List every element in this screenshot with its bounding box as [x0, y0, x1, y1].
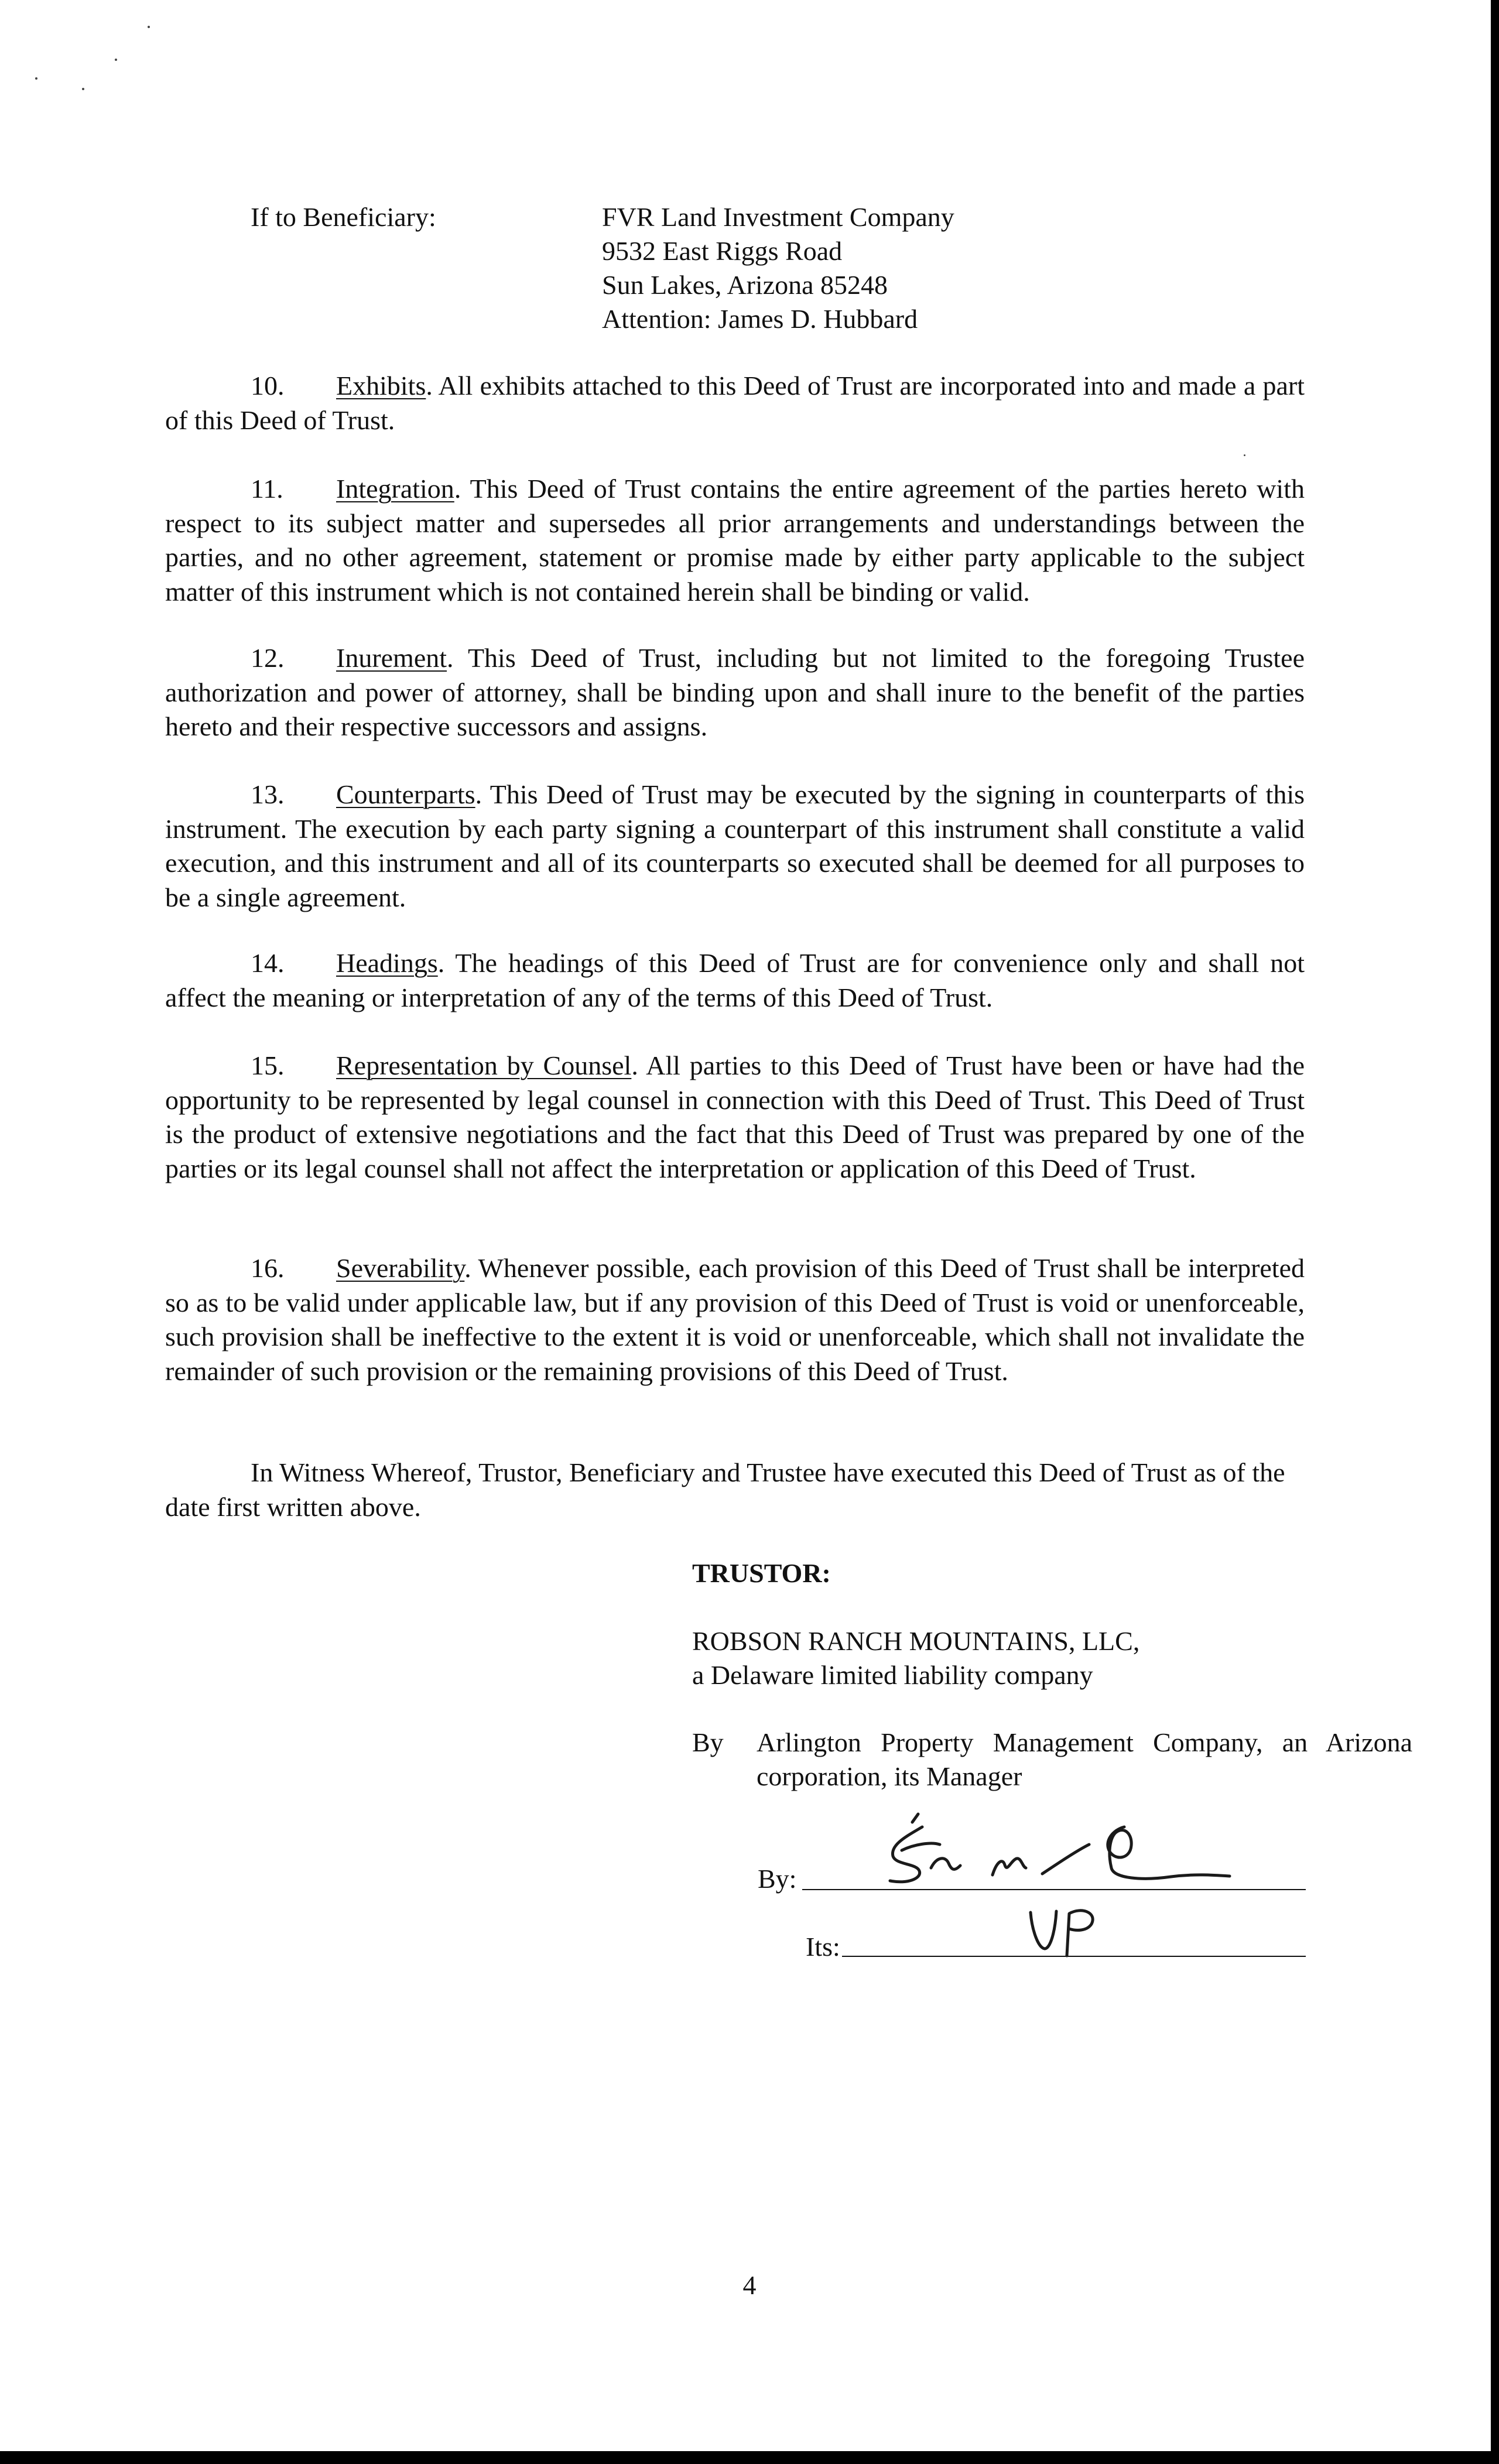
trustor-entity-name: ROBSON RANCH MOUNTAINS, LLC, [692, 1626, 1140, 1656]
address-line: Attention: James D. Hubbard [602, 304, 918, 334]
section-text: . This Deed of Trust contains the entire agreement of the parties hereto with respect to its subject matter and supersedes all prior arrangements and understandings between the parties, and no other agreement, statement or promise made by either party applicable to the subject matter of this instrument which is not contained herein shall be binding or valid. [165, 474, 1305, 607]
section-16 [165, 1251, 1305, 1388]
section-heading: Representation by Counsel [336, 1050, 632, 1080]
address-line: Sun Lakes, Arizona 85248 [602, 270, 888, 300]
scan-edge-right [1491, 0, 1499, 2464]
section-10 [165, 369, 1305, 437]
manager-text: Arlington Property Management Company, an Arizona corporation, its Manager [757, 1727, 1412, 1791]
section-heading: Inurement [336, 643, 447, 673]
section-number: 15. [251, 1050, 285, 1080]
section-number: 10. [251, 371, 285, 401]
section-number: 11. [251, 474, 283, 504]
scan-speck [148, 26, 150, 28]
section-text: . All exhibits attached to this Deed of Trust are incorporated into and made a part of this Deed of Trust. [165, 371, 1305, 435]
section-heading: Counterparts [336, 779, 475, 809]
section-13 [165, 778, 1305, 915]
scan-edge-bottom [0, 2451, 1499, 2464]
section-number: 14. [251, 948, 285, 978]
section-12 [165, 641, 1305, 744]
address-line: 9532 East Riggs Road [602, 236, 843, 266]
page-number: 4 [742, 2270, 757, 2300]
section-text: . All parties to this Deed of Trust have been or have had the opportunity to be represented by legal counsel in connection with this Deed of Trust. This Deed of Trust is the product of extensive negotiations and the fact that this Deed of Trust was prepared by one of the parties or its legal counsel shall not affect the interpretation or application of this Deed of Trust. [165, 1050, 1305, 1183]
witness-clause [165, 1456, 1305, 1524]
its-title-label: Its: [806, 1932, 840, 1962]
scan-speck [115, 59, 117, 61]
by-signature-label: By: [758, 1864, 797, 1894]
section-11 [165, 472, 1305, 609]
section-number: 12. [251, 643, 285, 673]
beneficiary-address [602, 200, 954, 336]
beneficiary-label: If to Beneficiary: [251, 202, 436, 232]
by-label: By [692, 1727, 724, 1757]
trustor-entity-description: a Delaware limited liability company [692, 1660, 1093, 1690]
section-number: 16. [251, 1253, 285, 1283]
scan-speck [82, 88, 84, 90]
section-text: . The headings of this Deed of Trust are for convenience only and shall not affect the meaning or interpretation of any of the terms of this Deed of Trust. [165, 948, 1305, 1012]
section-heading: Severability [336, 1253, 465, 1283]
section-14 [165, 946, 1305, 1015]
address-line: FVR Land Investment Company [602, 202, 954, 232]
section-text: . This Deed of Trust may be executed by the signing in counterparts of this instrument. The execution by each party signing a counterpart of this instrument shall constitute a valid execution, and this instrument and all of its counterparts so executed shall be deemed for all purposes to be a single agreement. [165, 779, 1305, 912]
trustor-title: TRUSTOR: [692, 1558, 831, 1588]
witness-text: In Witness Whereof, Trustor, Beneficiary and Trustee have executed this Deed of Trust as of the date first written above. [165, 1457, 1285, 1522]
section-heading: Headings [336, 948, 438, 978]
section-heading: Exhibits [336, 371, 426, 401]
section-number: 13. [251, 779, 285, 809]
section-heading: Integration [336, 474, 454, 504]
handwritten-signature [867, 1809, 1241, 1891]
scan-speck [35, 77, 37, 80]
section-15 [165, 1049, 1305, 1186]
handwritten-its-title [1026, 1902, 1102, 1960]
section-text: . This Deed of Trust, including but not limited to the foregoing Trustee authorization and power of attorney, shall be binding upon and shall inure to the benefit of the parties hereto and their respective successors and assigns. [165, 643, 1305, 741]
section-text: . Whenever possible, each provision of this Deed of Trust shall be interpreted so as to be valid under applicable law, but if any provision of this Deed of Trust is void or unenforceable, such provision shall be ineffective to the extent it is void or unenforceable, which shall not invalidate the remainder of such provision or the remaining provisions of this Deed of Trust. [165, 1253, 1305, 1386]
scan-speck [1244, 454, 1245, 456]
